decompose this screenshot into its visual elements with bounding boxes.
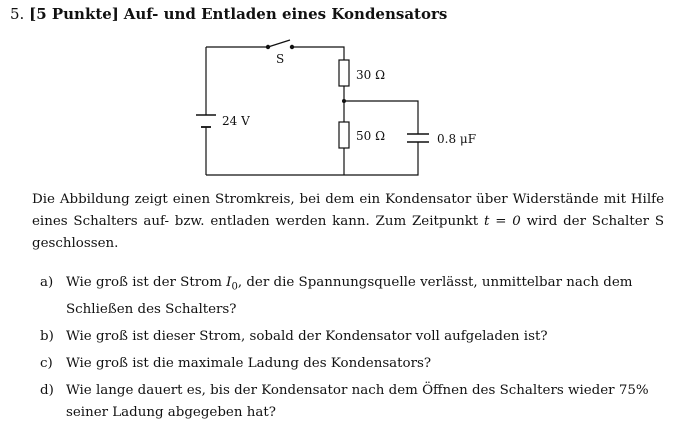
wire-top-right xyxy=(292,47,344,60)
intro-equation: t = 0 xyxy=(484,214,521,229)
question-list xyxy=(32,272,672,429)
switch-label: S xyxy=(276,52,285,66)
question-text xyxy=(66,272,672,321)
question-label: a) xyxy=(40,275,54,290)
question-text: Wie groß ist dieser Strom, sobald der Kondensator voll aufgeladen ist? xyxy=(66,328,548,344)
question-a-before: Wie groß ist der Strom xyxy=(66,275,222,290)
current-symbol-letter: I xyxy=(226,275,232,290)
intro-paragraph xyxy=(32,189,664,255)
resistor-30 xyxy=(339,60,349,86)
circuit-diagram xyxy=(0,0,680,200)
resistor-30-label: 30 Ω xyxy=(356,68,386,82)
question-text: Wie groß ist die maximale Ladung des Kondensators? xyxy=(66,355,432,371)
problem-points: [5 Punkte] xyxy=(29,5,119,23)
problem-title: Auf- und Entladen eines Kondensators xyxy=(123,5,448,23)
current-symbol xyxy=(226,275,238,293)
wire-bottom xyxy=(206,142,418,175)
question-text: Wie lange dauert es, bis der Kondensator nach dem Öffnen des Schalters wieder 75% seiner Ladung abgegeben hat? xyxy=(66,382,649,420)
question-d xyxy=(32,380,672,424)
question-b xyxy=(32,326,672,348)
question-c xyxy=(32,353,672,375)
resistor-50-label: 50 Ω xyxy=(356,129,386,143)
junction-dot xyxy=(342,99,346,103)
question-a xyxy=(32,272,672,321)
source-label: 24 V xyxy=(222,114,250,128)
question-label: d) xyxy=(40,382,54,398)
intro-text-2: wird der Schalter S geschlossen. xyxy=(32,214,665,251)
question-a-after: , der die Spannungsquelle verlässt, unmittelbar nach dem Schließen des Schalters? xyxy=(66,275,633,317)
intro-text-1: Die Abbildung zeigt einen Stromkreis, bei dem ein Kondensator über Widerstände mit Hilfe eines Schalters auf- bzw. entladen werden kann. Zum Zeitpunkt xyxy=(32,192,664,229)
question-label: b) xyxy=(40,328,54,344)
current-symbol-subscript: 0 xyxy=(231,281,238,293)
switch-lever xyxy=(268,40,290,47)
resistor-50 xyxy=(339,122,349,148)
capacitor-label: 0.8 μF xyxy=(437,132,477,146)
problem-number: 5. xyxy=(10,5,25,23)
question-label: c) xyxy=(40,355,53,371)
